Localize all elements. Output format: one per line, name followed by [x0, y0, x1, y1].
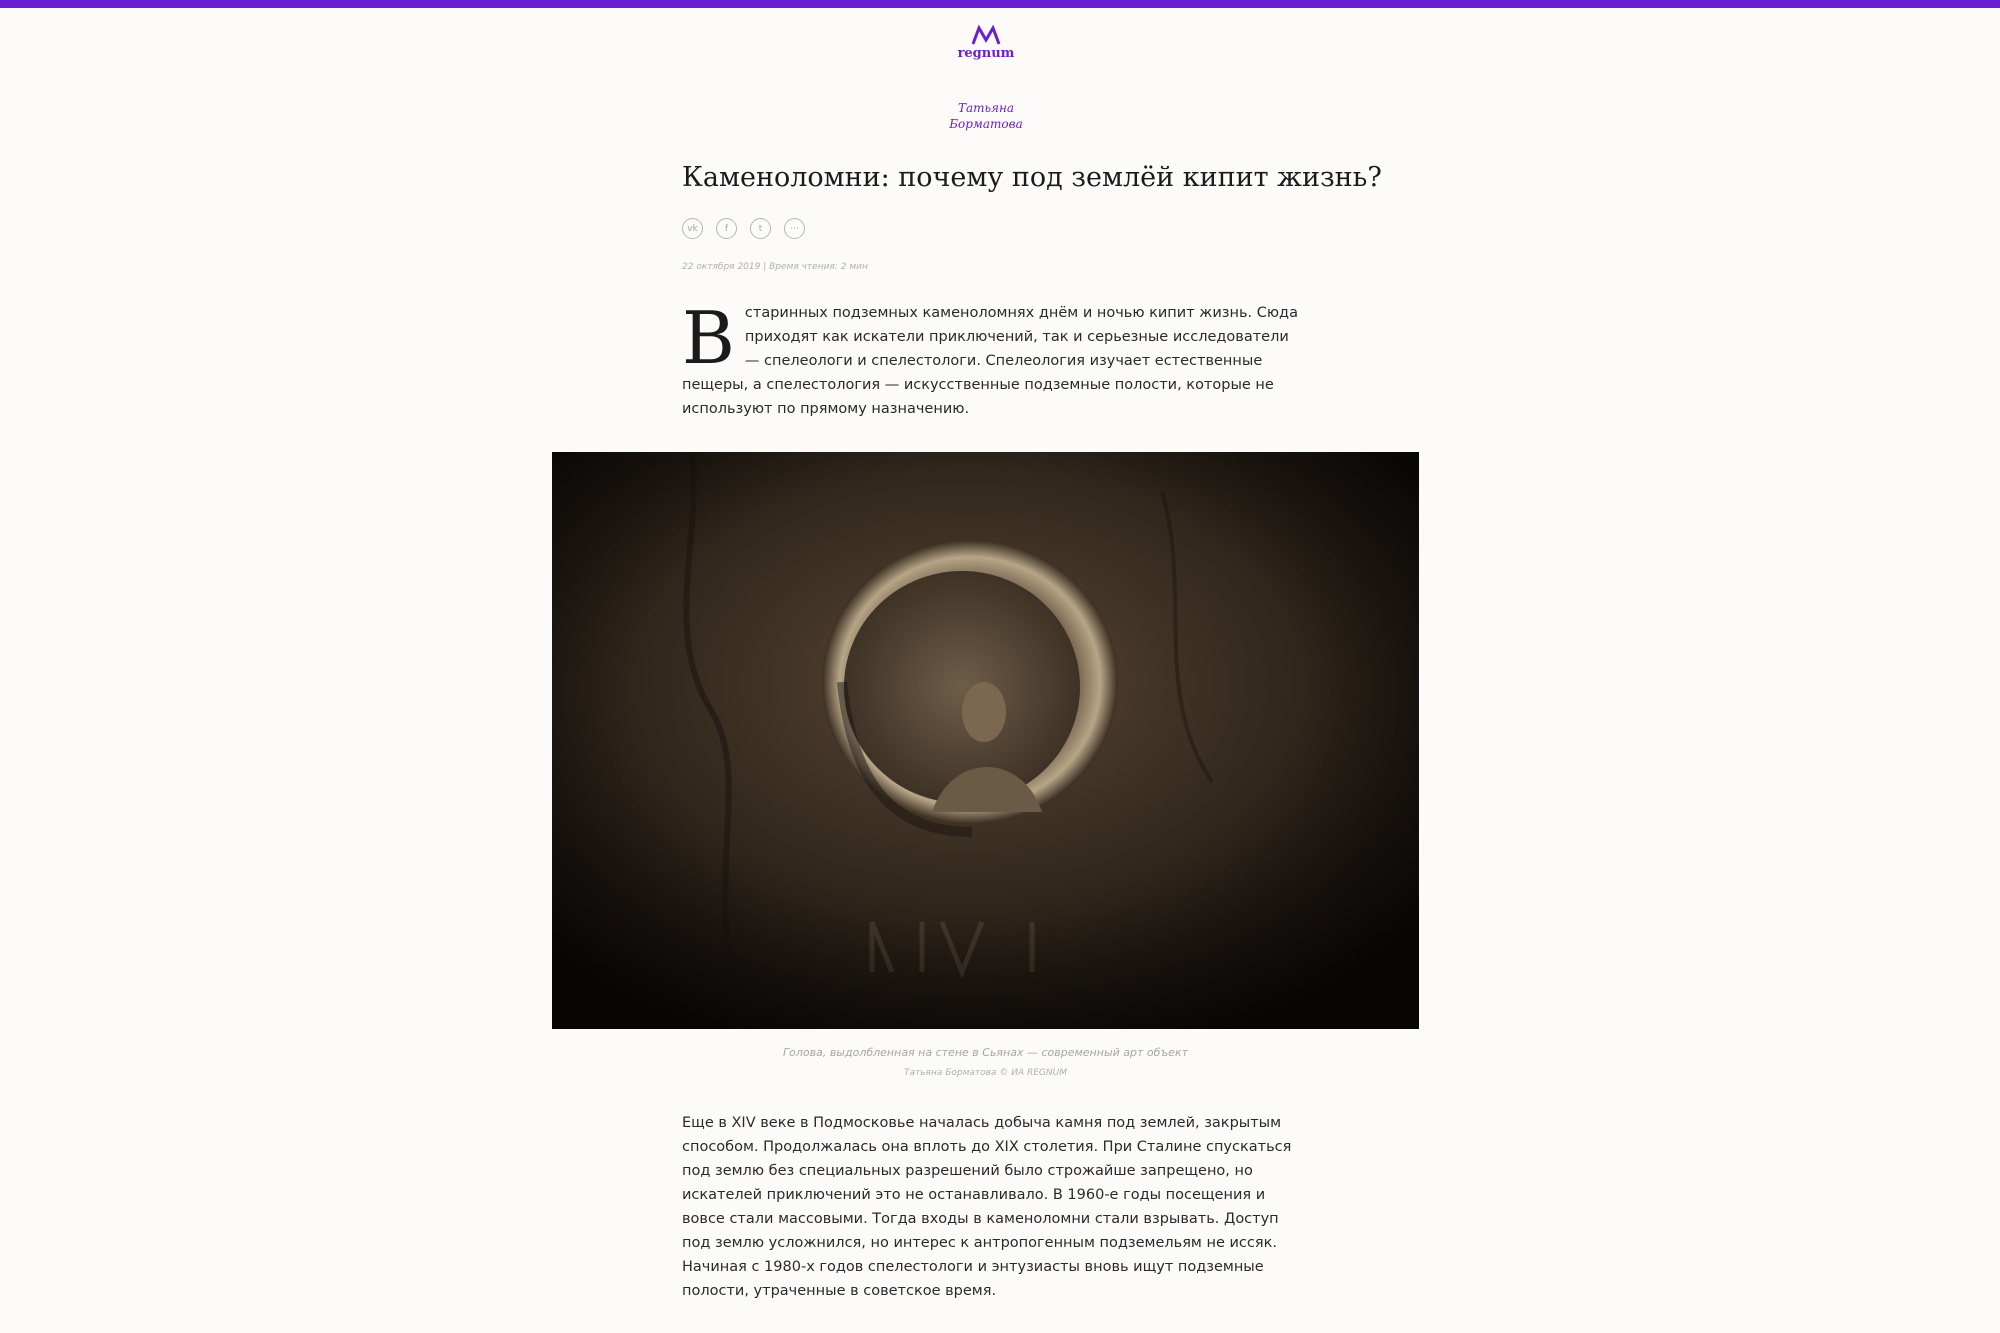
- author-last-name: Борматова: [949, 117, 1023, 131]
- article-body-paragraph: Еще в XIV веке в Подмосковье началась добыча камня под землей, закрытым способом. Продолжалась она вплоть до XIX столетия. При Сталине спускаться под землю без специальных разрешений было строжайше запрещено, но искателей приключений это не останавливало. В 1960-е годы посещения и вовсе стали массовыми. Тогда входы в каменоломни стали взрывать. Доступ под землю усложнился, но интерес к антропогенным подземельям не иссяк. Начиная с 1980-х годов спелестологи и энтузиасты вновь ищут подземные полости, утраченные в советское время.: [682, 1115, 1292, 1299]
- twitter-icon: t: [758, 223, 763, 234]
- lead-text: старинных подземных каменоломнях днём и ночью кипит жизнь. Сюда приходят как искатели приключений, так и серьезные исследователи — спелеологи и спелестологи. Спелеология изучает естественные пещеры, а спелестология — искусственные подземные полости, которые не используют по прямому назначению.: [682, 305, 1298, 417]
- article-photo: [552, 452, 1419, 1029]
- article-lead: [682, 296, 1302, 421]
- facebook-icon: f: [724, 223, 729, 234]
- top-accent-bar: [0, 0, 2000, 8]
- logo-mountains-icon: [971, 24, 1001, 46]
- share-more-button[interactable]: [784, 218, 805, 239]
- article-meta: 22 октября 2019 | Время чтения: 2 мин: [682, 262, 868, 272]
- author-first-name: Татьяна: [957, 101, 1015, 115]
- photo-caption: Голова, выдолбленная на стене в Сьянах — современный арт объект: [782, 1046, 1189, 1059]
- carved-head-image: [552, 452, 1419, 1029]
- drop-cap: В: [682, 296, 735, 380]
- regnum-logo[interactable]: [940, 24, 1032, 64]
- logo-text: regnum: [957, 46, 1015, 61]
- author-link[interactable]: [900, 100, 1072, 132]
- share-bar: [682, 218, 818, 239]
- vk-icon: vk: [687, 223, 698, 234]
- share-vk-button[interactable]: [682, 218, 703, 239]
- share-twitter-button[interactable]: [750, 218, 771, 239]
- share-facebook-button[interactable]: [716, 218, 737, 239]
- article-title: Каменоломни: почему под землёй кипит жизнь?: [682, 162, 1382, 193]
- more-icon: ···: [790, 223, 799, 234]
- photo-credit: Татьяна Борматова © ИА REGNUM: [904, 1068, 1067, 1078]
